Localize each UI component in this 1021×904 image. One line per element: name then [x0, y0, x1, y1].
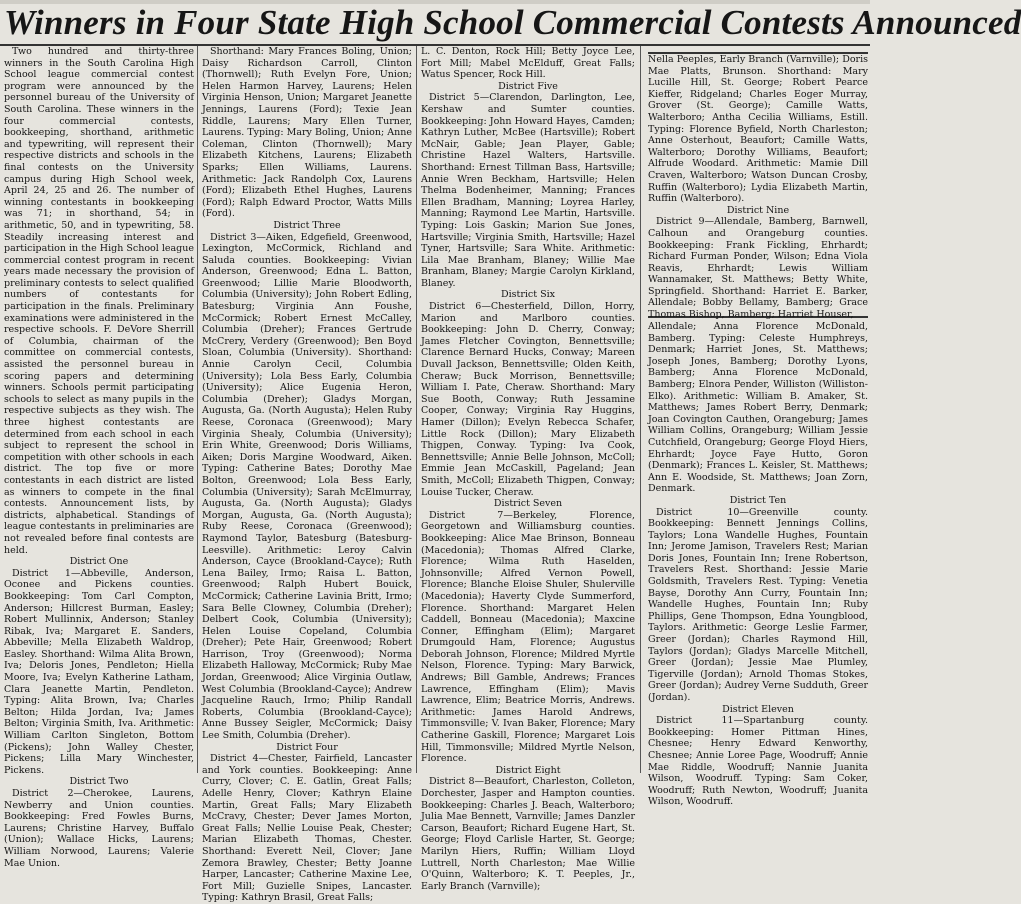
column-4-box [648, 52, 868, 321]
district-nine-body: District 9—Allendale, Bamberg, Barnwell, Calhoun and Orangeburg counties. Bookkeeping: Frank Fickling, Ehrhardt; Richard Furman Ponder, Wilson; Edna Viola Reavis, Ehrhardt; Lewis William Wannamaker, St. Matthews; Betty White, Springfield. Shorthand: Harriet E. Barker, Allendale; Bobby Bellamy, Bamberg; Grace Thomas Bishop, Bamberg; Harriet Houser, [648, 216, 868, 321]
district-two-continued: Shorthand: Mary Frances Boling, Union; Daisy Richardson Carroll, Clinton (Thornwell); Ruth Evelyn Fore, Union; Helen Harmon Harvey, Laurens; Helen Virginia Henson, Union; Margaret Jeanette Jennings, Laurens (Ford); Texie Jean Riddle, Laurens; Mary Ellen Turner, Laurens. Typing: Mary Boling, Union; Anne Coleman, Clinton (Thornwell); Mary Elizabeth Kitchens, Laurens; Elizabeth Sparks; Ellen Williams, Laurens. Arithmetic: Jack Randolph Cox, Laurens (Ford); Elizabeth Ethel Hughes, Laurens (Ford); Ralph Edward Proctor, Watts Mills (Ford). [202, 46, 412, 220]
district-four-continued: L. C. Denton, Rock Hill; Betty Joyce Lee, Fort Mill; Mabel McElduff, Great Falls; Watus Spencer, Rock Hill. [421, 46, 635, 81]
district-ten-heading: District Ten [729, 494, 787, 506]
district-five-heading: District Five [498, 80, 558, 92]
district-six-body: District 6—Chesterfield, Dillon, Horry, Marion and Marlboro counties. Bookkeeping: John D. Cherry, Conway; James Fletcher Covington, Bennettsville; Clarence Bernard Hucks, Conway; Mareen Duvall Jackson, Bennettsville; Olden Keith, Cheraw; Buck Morrison, Bennettsville; William I. Pate, Cheraw. Shorthand: Mary Sue Booth, Conway; Ruth Jessamine Cooper, Conway; Virginia Ray Huggins, Hamer (Dillon); Evelyn Rebecca Schafer, Little Rock (Dillon); Mary Elizabeth Thigpen, Conway. Typing: Iva Cook, Bennettsville; Annie Belle Johnson, McColl; Emmie Jean McCaskill, Pageland; Jean Smith, McColl; Elizabeth Thigpen, Conway; Louise Tucker, Cheraw. [421, 301, 635, 498]
district-eight-heading: District Eight [495, 764, 561, 776]
headline: Winners in Four State High School Commercial Contests Announced [4, 3, 1021, 42]
district-seven-body: District 7—Berkeley, Florence, Georgetown and Williamsburg counties. Bookkeeping: Alice Mae Brinson, Bonneau (Macedonia); Thomas Alfred Clarke, Florence; Wilma Ruth Haselden, Johnsonville; Alfred Vernon Powell, Florence; Blanche Eloise Shuler, Shulerville (Macedonia); Haverty Clyde Summerford, Florence. Shorthand: Margaret Helen Caddell, Bonneau (Macedonia); Maxcine Conner, Effingham (Elim); Margaret Drumgould Ham, Florence; Augustus Deborah Johnson, Florence; Mildred Myrtle Nelson, Florence. Typing: Mary Barwick, Andrews; Bill Gamble, Andrews; Frances Lawrence, Effingham (Elim); Mavis Lawrence, Elim; Beatrice Morris, Andrews. Arithmetic: James Harold Andrews, Timmonsville; V. Ivan Baker, Florence; Mary Catherine Gaskill, Florence; Margaret Lois Hill, Timmonsville; Mildred Myrtle Nelson, Florence. [421, 509, 635, 765]
column-divider [197, 46, 198, 773]
district-three-body: District 3—Aiken, Edgefield, Greenwood, Lexington, McCormick, Richland and Saluda counties. Bookkeeping: Vivian Anderson, Greenwood; Edna L. Batton, Greenwood; Lillie Marie Bloodworth, Columbia (University); John Robert Edling, Batesburg; Virginia Ann Foushe, McCormick; Robert Ernest McCalley, Columbia (Dreher); Frances Gertrude McCrery, Verdery (Greenwood); Ben Boyd Sloan, Columbia (University). Shorthand: Annie Carolyn Cecil, Columbia (University); Lola Bess Early, Columbia (University); Alice Eugenia Heron, Columbia (Dreher); Gladys Morgan, Augusta, Ga. (North Augusta); Helen Ruby Reese, Coronaca (Greenwood); Mary Virginia Shealy, Columbia (University); Erin White, Greenwood; Doris Williams, Aiken; Doris Margine Woodward, Aiken. Typing: Catherine Bates; Dorothy Mae Bolton, Greenwood; Lola Bess Early, Columbia (University); Sarah McElmurray, Augusta, Ga. (North Augusta); Gladys Morgan, Augusta, Ga. (North Augusta); Ruby Reese, Coronaca (Greenwood); Raymond Taylor, Batesburg (Batesburg-Leesville). Arithmetic: Leroy Calvin Anderson, Cayce (Brookland-Cayce); Ruth Lena Bailey, Irmo; Raisa L. Batton, Greenwood; Ralph Hubert Bouick, McCormick; Catherine Lavinia Britt, Irmo; Sara Belle Clowney, Columbia (Dreher); Delbert Cook, Columbia (University); Helen Louise Copeland, Columbia (Dreher); Pete Hair, Greenwood; Robert Harrison, Troy (Greenwood); Norma Elizabeth Halloway, McCormick; Ruby Mae Jordan, Greenwood; Alice Virginia Outlaw, West Columbia (Brookland-Cayce); Andrew Jacqueline Rauch, Irmo; Philip Randall Roberts, Columbia (Brookland-Cayce); Anne Bussey Seigler, McCormick; Daisy Lee Smith, Columbia (Dreher). [202, 231, 412, 742]
column-4 [648, 321, 868, 808]
district-four-heading: District Four [276, 741, 338, 753]
column-1 [4, 46, 194, 869]
district-three-heading: District Three [273, 219, 341, 231]
district-two-heading: District Two [69, 776, 129, 788]
district-four-body: District 4—Chester, Fairfield, Lancaster and York counties. Bookkeeping: Anne Curry, Clover; C. E. Gatlin, Great Falls; Adelle Henry, Clover; Kathryn Elaine Martin, Great Falls; Mary Elizabeth McCravy, Chester; Dever James Morton, Great Falls; Nellie Louise Peak, Chester; Marian Elizabeth Thomas, Chester. Shorthand: Everett Neil, Clover; Jane Zemora Brawley, Chester; Betty Joanne Harper, Lancaster; Catherine Maxine Lee, Fort Mill; Guzielle Snipes, Lancaster. Typing: Kathryn Brasil, Great Falls; [202, 753, 412, 904]
article-intro: Two hundred and thirty-three winners in the South Carolina High School league commercial contest program were announced by the personnel bureau of the University of South Carolina. These winners in the four commercial contests, bookkeeping, shorthand, arithmetic and typewriting, will represent their respective districts and schools in the final contests on the University campus during High School week, April 24, 25 and 26. The number of winning contestants in bookkeeping was 71; in shorthand, 54; in arithmetic, 50, and in typewriting, 58. Steadily increasing interest and participation in the High School league commercial contest program in recent years made necessary the provision of preliminary contests to select qualified numbers of contestants for participation in the finals. Preliminary examinations were administered in the respective schools. F. DeVore Sherrill of Columbia, chairman of the committee on commercial contests, assisted the personnel bureau in scoring papers and determining winners. Schools permit participating schools to select as many pupils in the respective subjects as they wish. The three highest contestants are determined from each school in each subject to represent the school in competition with other schools in each district. The top five or more contestants in each district are listed as winners to compete in the final contests. Announcement lists, by districts, alphabetical. Standings of league contestants in preliminaries are not revealed before final contests are held. [4, 46, 194, 556]
column-3 [421, 46, 635, 892]
district-one-body: District 1—Abbeville, Anderson, Oconee and Pickens counties. Bookkeeping: Tom Carl Compton, Anderson; Hillcrest Burman, Easley; Robert Mullinnix, Anderson; Stanley Ribak, Iva; Margaret E. Sanders, Abbeville; Mella Elizabeth Waldrop, Easley. Shorthand: Wilma Alita Brown, Iva; Deloris Jones, Pendleton; Hiella Moore, Iva; Evelyn Katherine Latham, Clara Jeanette Martin, Pendleton. Typing: Alita Brown, Iva; Charles Belton; Hilda Jordan, Iva; James Belton; Virginia Smith, Iva. Arithmetic: William Carlton Singleton, Bottom (Pickens); John Walley Chester, Pickens; Lilla Mary Winchester, Pickens. [4, 567, 194, 776]
district-one-heading: District One [69, 556, 129, 568]
district-nine-heading: District Nine [726, 204, 790, 216]
column-2 [202, 46, 412, 904]
district-eleven-heading: District Eleven [722, 703, 794, 715]
column-divider [416, 46, 417, 773]
district-nine-continued: Allendale; Anna Florence McDonald, Bamberg. Typing: Celeste Humphreys, Denmark; Harriet Jones, St. Matthews; Joseph Jones, Bamberg; Dorothy Lyons, Bamberg; Anna Florence McDonald, Bamberg; Elnora Pender, Williston (Williston-Elko). Arithmetic: William B. Amaker, St. Matthews; James Robert Berry, Denmark; Joan Covington Cauthen, Orangeburg; James William Collins, Orangeburg; William Jessie Cutchfield, Orangeburg; George Floyd Hiers, Ehrhardt; Joyce Faye Hutto, Goron (Denmark); Frances L. Keisler, St. Matthews; Ann E. Woodside, St. Matthews; Joan Zorn, Denmark. [648, 321, 868, 495]
district-ten-body: District 10—Greenville county. Bookkeeping: Bennett Jennings Collins, Taylors; Lona Wandelle Hughes, Fountain Inn; Jerome Jamison, Travelers Rest; Marian Doris Jones, Fountain Inn; Irene Robertson, Travelers Rest. Shorthand: Jessie Marie Goldsmith, Travelers Rest. Typing: Venetia Bayse, Dorothy Ann Curry, Fountain Inn; Wandelle Hughes, Fountain Inn; Ruby Phillips, Gene Thompson, Edna Youngblood, Taylors. Arithmetic: George Leslie Farmer, Greer (Jordan); Charles Raymond Hill, Taylors (Jordan); Gladys Marcelle Mitchell, Greer (Jordan); Jessie Mae Plumley, Tigerville (Jordan); Arnold Thomas Stokes, Greer (Jordan); Audrey Verne Sudduth, Greer (Jordan). [648, 506, 868, 703]
district-seven-heading: District Seven [493, 498, 563, 510]
district-eleven-body: District 11—Spartanburg county. Bookkeeping: Homer Pittman Hines, Chesnee; Henry Edward Kenworthy, Chesnee; Annie Loree Page, Woodruff; Annie Mae Riddle, Woodruff; Nannie Juanita Wilson, Woodruff. Typing: Sam Coker, Woodruff; Ruth Newton, Woodruff; Juanita Wilson, Woodruff. [648, 715, 868, 808]
district-eight-body: District 8—Beaufort, Charleston, Colleton, Dorchester, Jasper and Hampton counties. Bookkeeping: Charles J. Beach, Walterboro; Julia Mae Bennett, Varnville; James Danzler Carson, Beaufort; Richard Eugene Hart, St. George; Floyd Carlisle Harter, St. George; Marilyn Hiers, Ruffin; William Lloyd Luttrell, North Charleston; Mae Willie O'Quinn, Walterboro; K. T. Peeples, Jr., Early Branch (Varnville); [421, 776, 635, 892]
column-divider [640, 46, 641, 773]
district-five-body: District 5—Clarendon, Darlington, Lee, Kershaw and Sumter counties. Bookkeeping: John Howard Hayes, Camden; Kathryn Luther, McBee (Hartsville); Robert McNair, Gable; Jean Player, Gable; Christine Hazel Walters, Hartsville. Shorthand: Ernest Tillman Bass, Hartsville; Annie Wren Beckham, Hartsville; Helen Thelma Bodenheimer, Manning; Frances Ellen Bradham, Manning; Loyrea Harley, Manning; Raymond Lee Martin, Hartsville. Typing: Lois Gaskin; Marion Sue Jones, Hartsville; Virginia Smith, Hartsville; Hazel Tyner, Hartsville; Sara White. Arithmetic: Lila Mae Branham, Blaney; Willie Mae Branham, Blaney; Margie Carolyn Kirkland, Blaney. [421, 92, 635, 289]
district-eight-continued: Nella Peeples, Early Branch (Varnville); Doris Mae Platts, Brunson. Shorthand: Mary Lucille Hill, St. George; Robert Pearce Kieffer, Ridgeland; Charles Eoger Murray, Grover (St. George); Camille Watts, Walterboro; Antha Cecilia Williams, Estill. Typing: Florence Byfield, North Charleston; Anne Osterhout, Beaufort; Camille Watts, Walterboro; Dorothy Williams, Beaufort; Alfrude Woodard. Arithmetic: Mamie Dill Craven, Walterboro; Watson Duncan Crosby, Ruffin (Walterboro); Lydia Elizabeth Martin, Ruffin (Walterboro). [648, 54, 868, 205]
district-six-heading: District Six [501, 289, 555, 301]
district-two-body: District 2—Cherokee, Laurens, Newberry and Union counties. Bookkeeping: Fred Fowles Burns, Laurens; Christine Harvey, Buffalo (Union); Wallace Hicks, Laurens; William Norwood, Laurens; Valerie Mae Union. [4, 788, 194, 869]
